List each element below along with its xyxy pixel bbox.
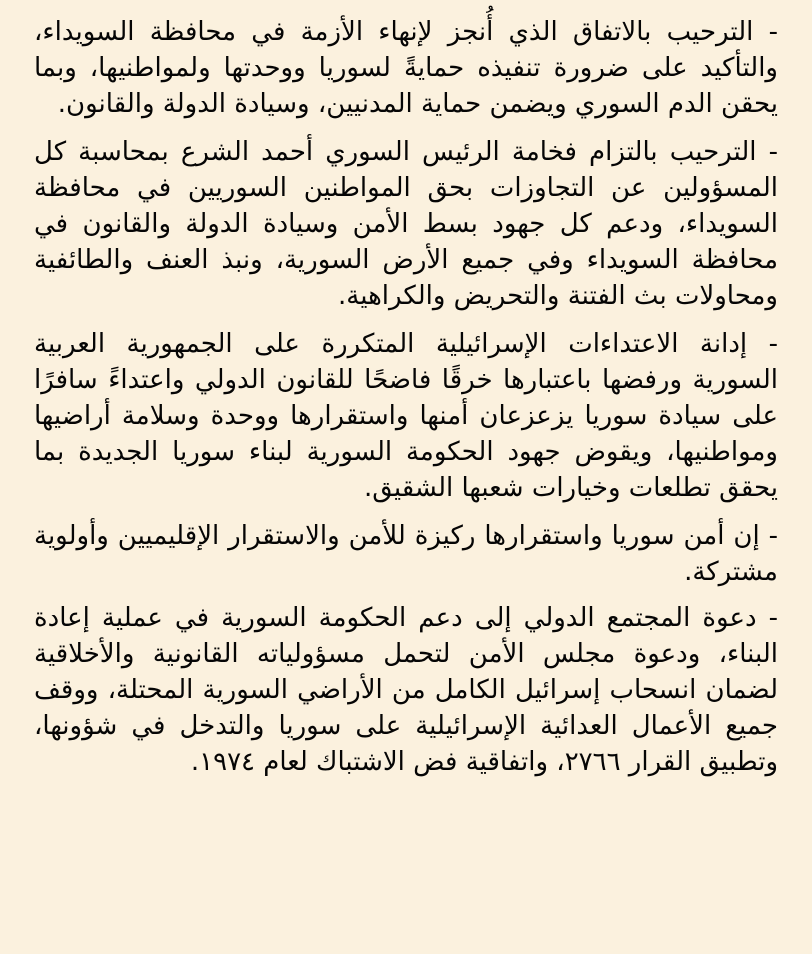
statement-paragraph-3: - إدانة الاعتداءات الإسرائيلية المتكررة على الجمهورية العربية السورية ورفضها باعتبارها خرقًا فاضحًا للقانون الدولي واعتداءً سافرًا على سيادة سوريا يزعزعان أمنها واستقرارها ووحدة وسلامة أراضيها ومواطنيها، ويقوض جهود الحكومة السورية لبناء سوريا الجديدة بما يحقق تطلعات وخيارات شعبها الشقيق. bbox=[34, 329, 778, 503]
statement-paragraph-1: - الترحيب بالاتفاق الذي أُنجز لإنهاء الأزمة في محافظة السويداء، والتأكيد على ضرورة تنفيذه حمايةً لسوريا ووحدتها ولمواطنيها، وبما يحقن الدم السوري ويضمن حماية المدنيين، وسيادة الدولة والقانون. bbox=[34, 17, 778, 119]
statement-paragraph-5: - دعوة المجتمع الدولي إلى دعم الحكومة السورية في عملية إعادة البناء، ودعوة مجلس الأمن لتحمل مسؤولياته القانونية والأخلاقية لضمان انسحاب إسرائيل الكامل من الأراضي السورية المحتلة، ووقف جميع الأعمال العدائية الإسرائيلية على سوريا والتدخل في شؤونها، وتطبيق القرار ٢٧٦٦، واتفاقية فض الاشتباك لعام ١٩٧٤. bbox=[34, 603, 778, 777]
statement-paragraph-4: - إن أمن سوريا واستقرارها ركيزة للأمن والاستقرار الإقليميين وأولوية مشتركة. bbox=[34, 521, 778, 587]
statement-paragraph-2: - الترحيب بالتزام فخامة الرئيس السوري أحمد الشرع بمحاسبة كل المسؤولين عن التجاوزات بحق المواطنين السوريين في محافظة السويداء، ودعم كل جهود بسط الأمن وسيادة الدولة والقانون في محافظة السويداء وفي جميع الأرض السورية، ونبذ العنف والطائفية ومحاولات بث الفتنة والتحريض والكراهية. bbox=[34, 137, 778, 311]
